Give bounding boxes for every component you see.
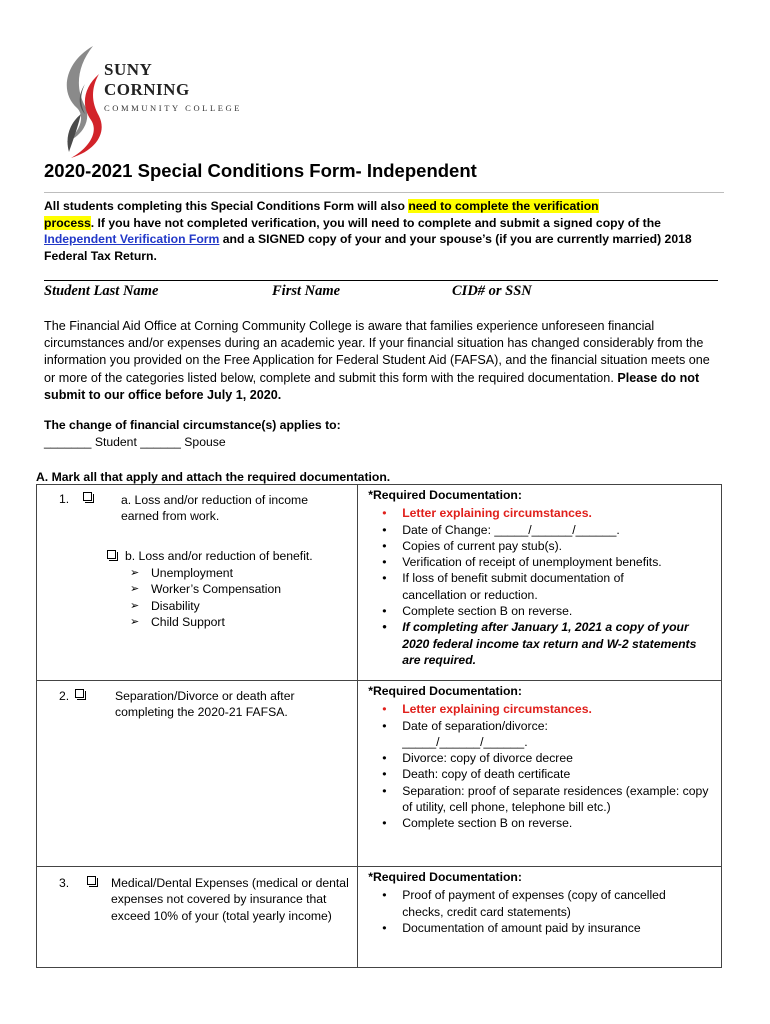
row1b-text: b. Loss and/or reduction of benefit. [125,549,313,563]
row2-number: 2. [59,689,70,703]
logo-text-suny: SUNY [104,60,153,79]
page-title: 2020-2021 Special Conditions Form- Independent [44,160,477,181]
list-item: • Documentation of amount paid by insurance [402,920,721,936]
logo-text-corning: CORNING [104,80,190,99]
list-item: • Copies of current pay stub(s). [402,538,721,554]
table-row [37,867,722,968]
list-item: • If loss of benefit submit documentation of cancellation or reduction. [402,570,721,603]
row3-conditions-cell [37,867,358,968]
list-item: • Verification of receipt of unemployment benefits. [402,554,721,570]
row1-documentation-cell [358,485,722,681]
row2-required-heading: *Required Documentation: [368,684,522,698]
row2-text: Separation/Divorce or death after completing the 2020-21 FAFSA. [115,689,295,720]
row1b-checkbox[interactable] [107,550,116,559]
row3-number: 3. [59,876,70,890]
row1a-checkbox[interactable] [83,492,92,501]
table-row [37,681,722,867]
list-item: • Death: copy of death certificate [402,766,721,782]
list-item: ➢ Child Support [151,614,281,630]
intro-text-1: All students completing this Special Conditions Form will also [44,199,409,213]
row3-checkbox[interactable] [87,876,96,885]
row1-number: 1. [59,492,70,506]
logo-text-college: COMMUNITY COLLEGE [104,103,243,113]
intro-highlight-1: need to complete the verification [408,199,599,213]
table-row [37,485,722,681]
list-item: • Complete section B on reverse. [402,815,721,831]
row3-text: Medical/Dental Expenses (medical or dental expenses not covered by insurance that exceed 10% of your (total yearly income) [111,876,349,923]
list-item: • Date of Change: _____/______/______. [402,522,721,538]
student-last-name-label: Student Last Name [44,283,159,299]
row3-required-heading: *Required Documentation: [368,870,522,884]
name-signature-line [44,280,718,281]
list-item: • Proof of payment of expenses (copy of cancelled checks, credit card statements) [402,887,721,920]
title-divider [44,192,724,193]
documentation-table [36,484,722,968]
list-item: ➢ Worker’s Compensation [151,581,281,597]
body-paragraph [44,318,720,404]
row2-conditions-cell [37,681,358,867]
verification-form-link[interactable]: Independent Verification Form [44,232,220,246]
list-item: • Divorce: copy of divorce decree [402,750,721,766]
cid-ssn-label: CID# or SSN [452,283,532,299]
list-item: • If completing after January 1, 2021 a copy of your 2020 federal income tax return and W-2 statements are required. [402,619,721,668]
intro-paragraph [44,198,724,264]
body-text: The Financial Aid Office at Corning Community College is aware that families experience unforeseen financial circumstances and/or expenses during an academic year. If your financial situation has changed considerably from the information you provided on the Free Application for Federal Student Aid (FAFSA), and the financial situation meets one or more of the categories listed below, complete and submit this form with the required documentation. [44,319,710,385]
row1a-text: a. Loss and/or reduction of income earned from work. [121,493,308,524]
list-item [402,701,721,717]
list-item: • Separation: proof of separate residences (example: copy of utility, cell phone, telephone bill etc.) [402,783,721,816]
first-name-label: First Name [272,283,341,299]
list-item: • Date of separation/divorce: _____/______/______. [402,718,721,751]
student-spouse-line[interactable]: _______ Student ______ Spouse [44,435,226,449]
row2-letter-item: Letter explaining circumstances. [402,702,592,717]
row2-checkbox[interactable] [75,689,84,698]
row1-letter-item: Letter explaining circumstances. [402,506,592,521]
row3-documentation-cell [358,867,722,968]
benefits-list [81,565,281,630]
list-item: ➢ Unemployment [151,565,281,581]
body-deadline-text: Please do not submit to our office before July 1, 2020. [44,370,700,402]
row2-documentation-cell [358,681,722,867]
list-item: • Complete section B on reverse. [402,603,721,619]
applies-heading: The change of financial circumstance(s) applies to: [44,418,341,432]
row1-conditions-cell [37,485,358,681]
row1-required-heading: *Required Documentation: [368,488,522,502]
intro-text-3: and a SIGNED copy of your and your spouse’s (if you are currently married) 2018 Federal Tax Return. [44,232,692,263]
intro-highlight-2: process [44,215,91,230]
intro-text-2: . If you have not completed verification, you will need to complete and submit a signed copy of the [90,215,661,230]
section-a-heading: A. Mark all that apply and attach the required documentation. [36,470,391,484]
list-item: ➢ Disability [151,598,281,614]
list-item [402,505,721,521]
